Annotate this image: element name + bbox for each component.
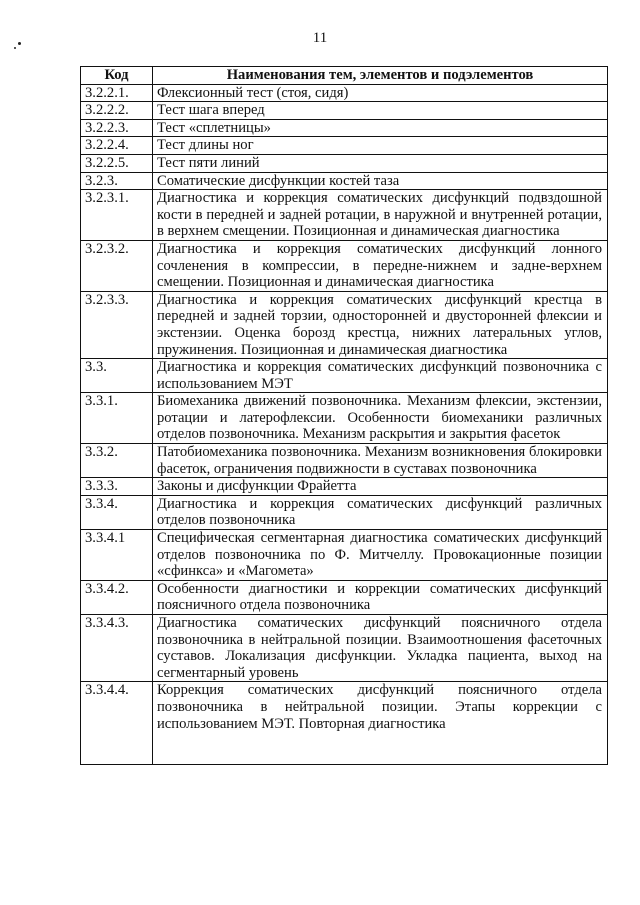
row-code: 3.3.4.2. — [81, 580, 153, 614]
row-title: Диагностика и коррекция соматических дисфункций различных отделов позвоночника — [153, 495, 608, 529]
table-row — [81, 291, 608, 358]
row-title: Тест шага вперед — [153, 102, 608, 120]
table-row — [81, 119, 608, 137]
row-code: 3.2.2.3. — [81, 119, 153, 137]
table-row — [81, 137, 608, 155]
page-number: 11 — [312, 30, 328, 46]
table-row — [81, 530, 608, 581]
row-title: Специфическая сегментарная диагностика соматических дисфункций отделов позвоночника по Ф. Митчеллу. Провокационные позиции «сфинкса» и «Магомета» — [153, 530, 608, 581]
column-header-code: Код — [81, 67, 153, 85]
row-code: 3.3.1. — [81, 393, 153, 444]
table-row — [81, 615, 608, 682]
row-title: Патобиомеханика позвоночника. Механизм возникновения блокировки фасеток, ограничения подвижности в суставах позвоночника — [153, 444, 608, 478]
row-code: 3.3.4. — [81, 495, 153, 529]
table-row — [81, 84, 608, 102]
row-code: 3.3.4.3. — [81, 615, 153, 682]
table-row — [81, 172, 608, 190]
row-title: Соматические дисфункции костей таза — [153, 172, 608, 190]
row-code: 3.2.2.5. — [81, 154, 153, 172]
table-row — [81, 190, 608, 241]
row-title: Флексионный тест (стоя, сидя) — [153, 84, 608, 102]
row-title: Коррекция соматических дисфункций поясничного отдела позвоночника в нейтральной позиции. Этапы коррекции с использованием МЭТ. Повторная диагностика — [153, 682, 608, 765]
row-title: Диагностика соматических дисфункций поясничного отдела позвоночника в нейтральной позиции. Взаимоотношения фасеточных суставов. Локализация дисфункции. Укладка пациента, выход на сегментарный уровень — [153, 615, 608, 682]
row-code: 3.2.2.4. — [81, 137, 153, 155]
row-title: Диагностика и коррекция соматических дисфункций лонного сочленения в компрессии, в передне-нижнем и задне-верхнем смещении. Позиционная и динамическая диагностика — [153, 240, 608, 291]
row-title: Законы и дисфункции Фрайетта — [153, 478, 608, 496]
table-row — [81, 102, 608, 120]
row-code: 3.2.3.2. — [81, 240, 153, 291]
table-body — [81, 84, 608, 765]
row-title: Особенности диагностики и коррекции соматических дисфункций поясничного отдела позвоночника — [153, 580, 608, 614]
row-code: 3.3.4.1 — [81, 530, 153, 581]
row-title: Тест пяти линий — [153, 154, 608, 172]
row-code: 3.3.2. — [81, 444, 153, 478]
scan-speck — [14, 47, 16, 49]
table-row — [81, 682, 608, 765]
table-row — [81, 444, 608, 478]
row-title: Тест длины ног — [153, 137, 608, 155]
row-code: 3.2.3.3. — [81, 291, 153, 358]
table-header-row — [81, 67, 608, 85]
table-row — [81, 393, 608, 444]
row-code: 3.2.3. — [81, 172, 153, 190]
row-title: Биомеханика движений позвоночника. Механизм флексии, экстензии, ротации и латерофлексии. Особенности биомеханики различных отделов позвоночника. Механизм раскрытия и закрытия фасеток — [153, 393, 608, 444]
row-code: 3.2.3.1. — [81, 190, 153, 241]
row-code: 3.3.3. — [81, 478, 153, 496]
row-code: 3.2.2.1. — [81, 84, 153, 102]
row-code: 3.3. — [81, 359, 153, 393]
row-title: Тест «сплетницы» — [153, 119, 608, 137]
curriculum-table — [80, 66, 608, 765]
row-code: 3.3.4.4. — [81, 682, 153, 765]
row-title: Диагностика и коррекция соматических дисфункций крестца в передней и задней торзии, односторонней и двусторонней флексии и экстензии. Оценка борозд крестца, нижних латеральных углов, пружинения. Позиционная и динамическая диагностика — [153, 291, 608, 358]
table-row — [81, 240, 608, 291]
table-row — [81, 580, 608, 614]
row-title: Диагностика и коррекция соматических дисфункций позвоночника с использованием МЭТ — [153, 359, 608, 393]
table-row — [81, 359, 608, 393]
row-title: Диагностика и коррекция соматических дисфункций подвздошной кости в передней и задней ротации, в наружной и внутренней ротации, в верхнем смещении. Позиционная и динамическая диагностика — [153, 190, 608, 241]
table-row — [81, 495, 608, 529]
table-row — [81, 478, 608, 496]
table-row — [81, 154, 608, 172]
row-code: 3.2.2.2. — [81, 102, 153, 120]
column-header-title: Наименования тем, элементов и подэлементов — [153, 67, 608, 85]
